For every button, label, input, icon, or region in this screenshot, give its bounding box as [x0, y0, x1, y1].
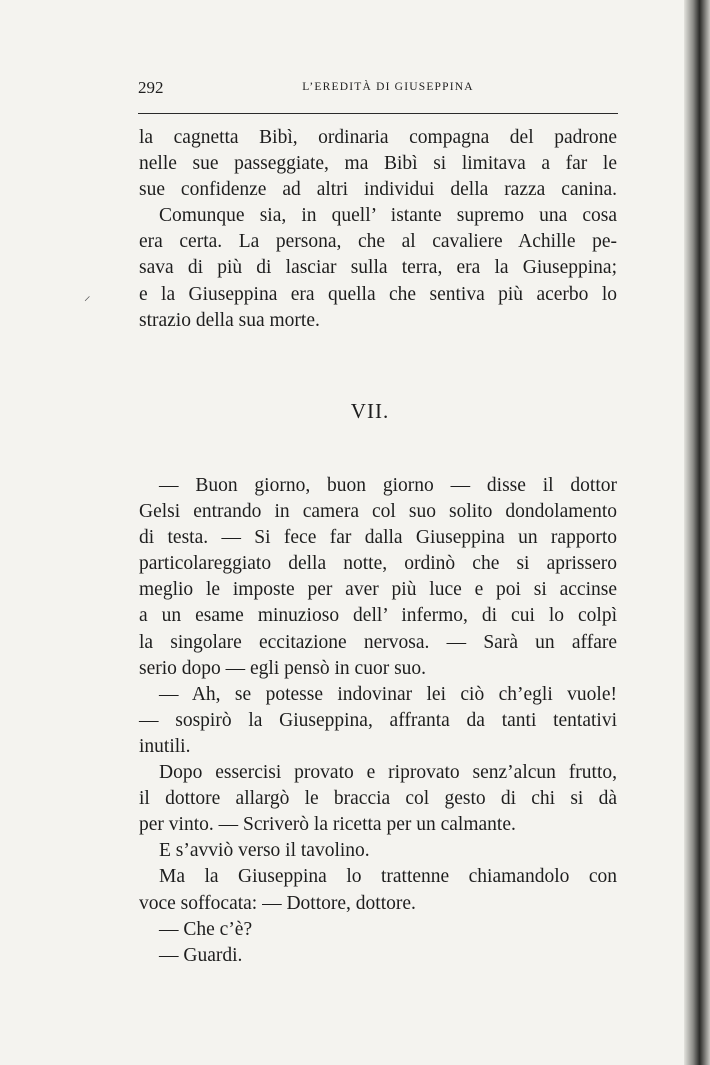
- page-binding-edge: [684, 0, 710, 1065]
- page-header: [138, 78, 618, 102]
- text-line: a un esame minuzioso dell’ infermo, di cui lo colpì: [139, 605, 617, 627]
- top-text-block: [139, 125, 617, 334]
- header-rule: [138, 113, 618, 114]
- chapter-text-block: [139, 473, 617, 969]
- page-number: 292: [138, 78, 164, 97]
- text-line: il dottore allargò le braccia col gesto di chi si dà: [139, 788, 617, 810]
- text-line: di testa. — Si fece far dalla Giuseppina un rapporto: [139, 527, 617, 549]
- margin-mark: ⸝: [84, 288, 91, 303]
- text-line: meglio le imposte per aver più luce e poi si accinse: [139, 579, 617, 601]
- text-line: la cagnetta Bibì, ordinaria compagna del padrone: [139, 127, 617, 148]
- text-line: era certa. La persona, che al cavaliere Achille pe-: [139, 231, 617, 253]
- text-line: Gelsi entrando in camera col suo solito dondolamento: [139, 501, 617, 523]
- text-line: strazio della sua morte.: [139, 309, 320, 331]
- running-head: L’EREDITÀ DI GIUSEPPINA: [302, 81, 474, 93]
- text-line: inutili.: [139, 735, 191, 757]
- text-line: — Guardi.: [159, 944, 243, 966]
- text-line: serio dopo — egli pensò in cuor suo.: [139, 657, 427, 679]
- text-line: per vinto. — Scriverò la ricetta per un calmante.: [139, 814, 516, 836]
- text-line: sava di più di lasciar sulla terra, era la Giuseppina;: [139, 257, 617, 279]
- text-line: — Buon giorno, buon giorno — disse il dottor: [159, 475, 617, 496]
- text-line: e la Giuseppina era quella che sentiva più acerbo lo: [139, 283, 617, 305]
- text-line: particolareggiato della notte, ordinò che si aprissero: [139, 553, 617, 575]
- chapter-heading: VII.: [350, 399, 390, 423]
- text-line: Comunque sia, in quell’ istante supremo una cosa: [159, 205, 617, 227]
- text-line: E s’avviò verso il tavolino.: [159, 840, 370, 862]
- text-line: Ma la Giuseppina lo trattenne chiamandolo con: [159, 866, 617, 888]
- text-line: voce soffocata: — Dottore, dottore.: [139, 892, 416, 914]
- text-line: la singolare eccitazione nervosa. — Sarà un affare: [139, 631, 617, 653]
- text-line: nelle sue passeggiate, ma Bibì si limitava a far le: [139, 153, 617, 175]
- text-line: sue confidenze ad altri individui della razza canina.: [139, 179, 617, 201]
- text-line: — sospirò la Giuseppina, affranta da tanti tentativi: [139, 709, 617, 731]
- text-line: — Che c’è?: [159, 918, 253, 940]
- text-line: Dopo essercisi provato e riprovato senz’alcun frutto,: [159, 762, 617, 784]
- text-line: — Ah, se potesse indovinar lei ciò ch’egli vuole!: [159, 683, 617, 705]
